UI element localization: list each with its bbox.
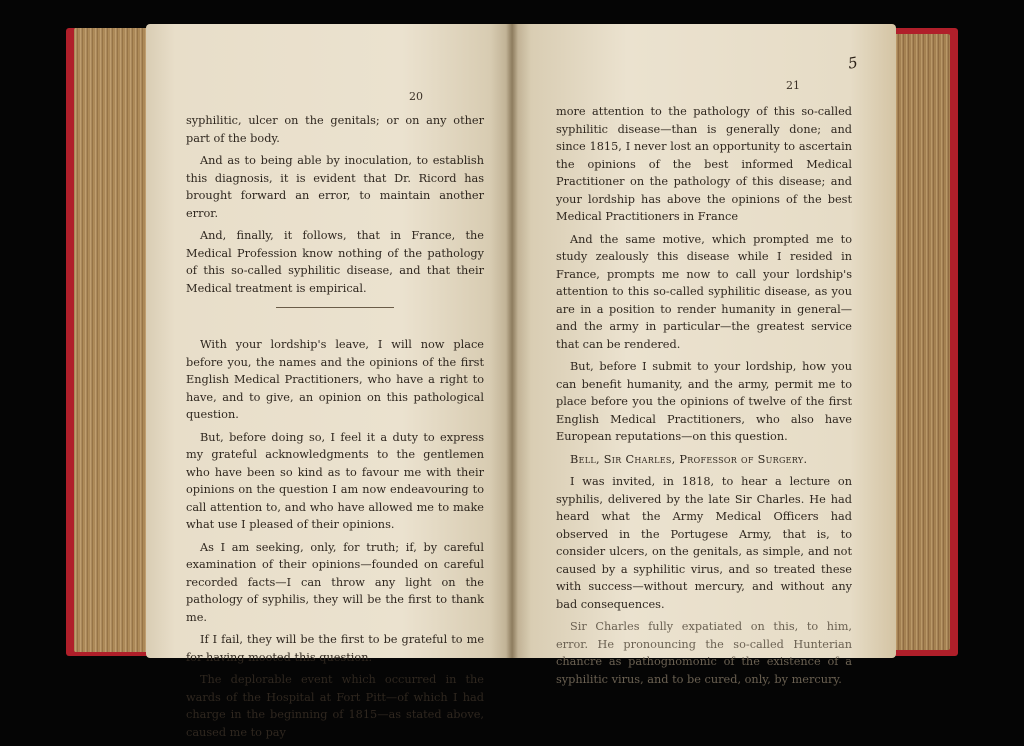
paragraph: And as to being able by inoculation, to establish this diagnosis, it is evident that Dr. Ricord has brought forward an error, to maintain another error. xyxy=(186,154,484,220)
right-page-number: 21 xyxy=(786,79,800,92)
paragraph: As I am seeking, only, for truth; if, by careful examination of their opinions—founded on careful recorded facts—I can throw any light on the pathology of syphilis, they will be the first to thank me. xyxy=(186,540,484,624)
paragraph: But, before I submit to your lordship, how you can benefit humanity, and the army, permit me to place before you the opinions of twelve of the first English Medical Practitioners, who also have European reputations—on this question. xyxy=(556,360,852,443)
right-page-text xyxy=(556,103,852,693)
handwritten-margin-note: 5 xyxy=(846,53,860,73)
paragraph: more attention to the pathology of this so-called syphilitic disease—than is generally done; and since 1815, I never lost an opportunity to ascertain the opinions of the best informed Medical Practitioner on the pathology of this disease; and your lordship has above the opinions of the best Medical Practitioners in France xyxy=(556,105,852,223)
page-edges-left xyxy=(74,28,154,652)
book-gutter xyxy=(506,24,518,658)
paragraph: If I fail, they will be the first to be grateful to me for having mooted this question. xyxy=(186,633,484,664)
section-heading: Bell, Sir Charles, Professor of Surgery. xyxy=(570,452,808,466)
right-page xyxy=(512,24,896,686)
paragraph: syphilitic, ulcer on the genitals; or on any other part of the body. xyxy=(186,114,484,145)
left-page-number: 20 xyxy=(409,90,423,103)
paragraph: Sir Charles fully expatiated on this, to him, error. He pronouncing the so-called Hunterian chancre as pathognomonic of the existence of a syphilitic virus, and to be cured, only, by mercury. xyxy=(556,620,852,686)
open-book xyxy=(66,24,958,739)
section-divider xyxy=(276,307,394,308)
paragraph: And, finally, it follows, that in France, the Medical Profession know nothing of the pathology of this so-called syphilitic disease, and that their Medical treatment is empirical. xyxy=(186,229,484,295)
paragraph: I was invited, in 1818, to hear a lecture on syphilis, delivered by the late Sir Charles. He had heard what the Army Medical Officers had observed in the Portugese Army, that is, to consider ulcers, on the genitals, as simple, and not caused by a syphilitic virus, and so treated these with success—without mercury, and without any bad consequences. xyxy=(556,475,852,611)
left-page-text xyxy=(186,112,484,746)
paragraph: With your lordship's leave, I will now place before you, the names and the opinions of the first English Medical Practitioners, who have a right to have, and to give, an opinion on this pathological question. xyxy=(186,338,484,421)
left-page xyxy=(146,24,512,739)
paragraph: The deplorable event which occurred in the wards of the Hospital at Fort Pitt—of which I had charge in the beginning of 1815—as stated above, caused me to pay xyxy=(186,673,484,739)
page-edges-right xyxy=(890,34,950,650)
paragraph: And the same motive, which prompted me to study zealously this disease while I resided in France, prompts me now to call your lordship's attention to this so-called syphilitic disease, as you are in a position to render humanity in general—and the army in particular—the greatest service that can be rendered. xyxy=(556,232,852,351)
paragraph: But, before doing so, I feel it a duty to express my grateful acknowledgments to the gentlemen who have been so kind as to favour me with their opinions on the question I am now endeavouring to call attention to, and who have allowed me to make what use I pleased of their opinions. xyxy=(186,430,484,531)
